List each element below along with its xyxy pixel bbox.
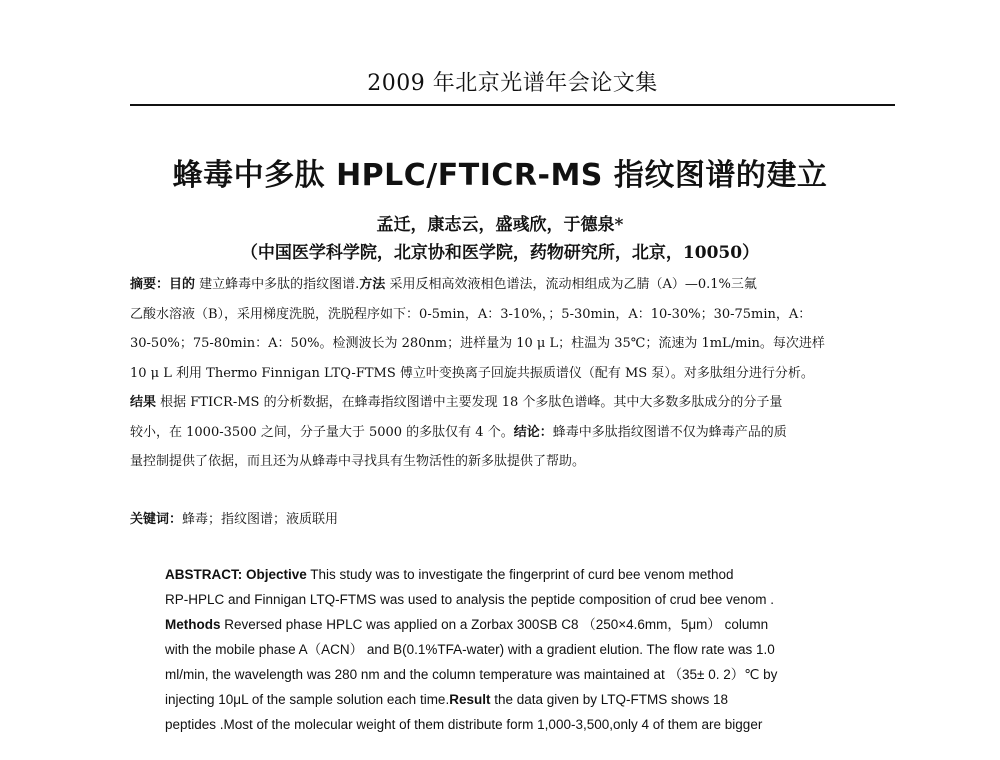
abstract-cn-text: 蜂毒中多肽指纹图谱不仅为蜂毒产品的质 xyxy=(552,424,787,440)
paper-title: 蜂毒中多肽 HPLC/FTICR-MS 指纹图谱的建立 xyxy=(172,158,828,193)
abstract-cn-line-7: 量控制提供了依据，而且还为从蜂毒中寻找具有生物活性的新多肽提供了帮助。 xyxy=(130,454,586,469)
abstract-en-line-7: peptides .Most of the molecular weight of them distribute form 1,000-3,500,only 4 of them are bigger xyxy=(165,717,763,732)
keywords-text: 蜂毒；指纹图谱；液质联用 xyxy=(182,512,339,527)
proceedings-header xyxy=(130,66,895,106)
abstract-cn-objective-label: 目的 xyxy=(169,277,196,292)
abstract-cn-text: 根据 FTICR-MS 的分析数据，在蜂毒指纹图谱中主要发现 18 个多肽色谱峰。其中大多数多肽成分的分子量 xyxy=(156,395,783,410)
abstract-en-line-1 xyxy=(165,562,865,587)
abstract-en-text: the data given by LTQ-FTMS shows 18 xyxy=(490,692,729,707)
abstract-en-methods-label: Methods xyxy=(165,617,221,632)
abstract-en-line-6 xyxy=(165,687,865,712)
abstract-cn-line-6 xyxy=(130,418,870,448)
paper-affiliation: （中国医学科学院，北京协和医学院，药物研究所，北京，10050） xyxy=(240,243,760,263)
abstract-cn-text: 采用反相高效液相色谱法，流动相组成为乙腈（A）—0.1%三氟 xyxy=(385,277,757,292)
keywords xyxy=(130,508,870,532)
proceedings-header-text: 2009 年北京光谱年会论文集 xyxy=(367,71,658,96)
abstract-en-line-3 xyxy=(165,612,865,637)
abstract-cn-conclusion-label: 结论： xyxy=(513,424,553,440)
abstract-english xyxy=(165,562,865,737)
abstract-en-objective-label: Objective xyxy=(246,567,307,582)
abstract-cn-text: 较小，在 1000-3500 之间，分子量大于 5000 的多肽仅有 4 个。 xyxy=(130,424,514,440)
abstract-en-line-4: with the mobile phase A（ACN） and B(0.1%TFA-water) with a gradient elution. The flow rate was 1.0 xyxy=(165,642,775,657)
abstract-cn-label: 摘要： xyxy=(130,277,170,292)
abstract-cn-line-3: 30-50%；75-80min：A：50%。检测波长为 280nm；进样量为 10 μ L；柱温为 35℃；流速为 1mL/min。每次进样 xyxy=(130,336,825,351)
abstract-en-line-5: ml/min, the wavelength was 280 nm and the column temperature was maintained at （35± 0. 2）℃ by xyxy=(165,667,778,682)
abstract-en-line-2: RP-HPLC and Finnigan LTQ-FTMS was used to analysis the peptide composition of crud bee venom . xyxy=(165,592,775,607)
abstract-en-label: ABSTRACT: xyxy=(165,567,243,582)
abstract-cn-line-5 xyxy=(130,388,870,418)
abstract-cn-line-4: 10 μ L 利用 Thermo Finnigan LTQ-FTMS 傅立叶变换离子回旋共振质谱仪（配有 MS 泵）。对多肽组分进行分析。 xyxy=(130,365,814,381)
abstract-cn-line-1 xyxy=(130,270,870,300)
abstract-en-text: injecting 10μL of the sample solution each time. xyxy=(165,692,450,707)
keywords-label: 关键词： xyxy=(130,512,183,527)
abstract-cn-method-label: 方法 xyxy=(359,277,386,292)
abstract-cn-result-label: 结果 xyxy=(130,395,157,410)
abstract-chinese xyxy=(130,270,870,477)
abstract-en-text: Reversed phase HPLC was applied on a Zorbax 300SB C8 （250×4.6mm，5μm） column xyxy=(220,617,769,632)
abstract-cn-text: 建立蜂毒中多肽的指纹图谱. xyxy=(195,277,360,292)
paper-authors: 孟迁，康志云，盛彧欣，于德泉* xyxy=(376,215,624,235)
abstract-cn-line-2: 乙酸水溶液（B），采用梯度洗脱，洗脱程序如下：0-5min，A：3-10%，；5-30min，A：10-30%；30-75min，A： xyxy=(130,306,812,322)
abstract-en-result-label: Result xyxy=(449,692,491,707)
abstract-en-text: This study was to investigate the fingerprint of curd bee venom method xyxy=(306,567,734,582)
